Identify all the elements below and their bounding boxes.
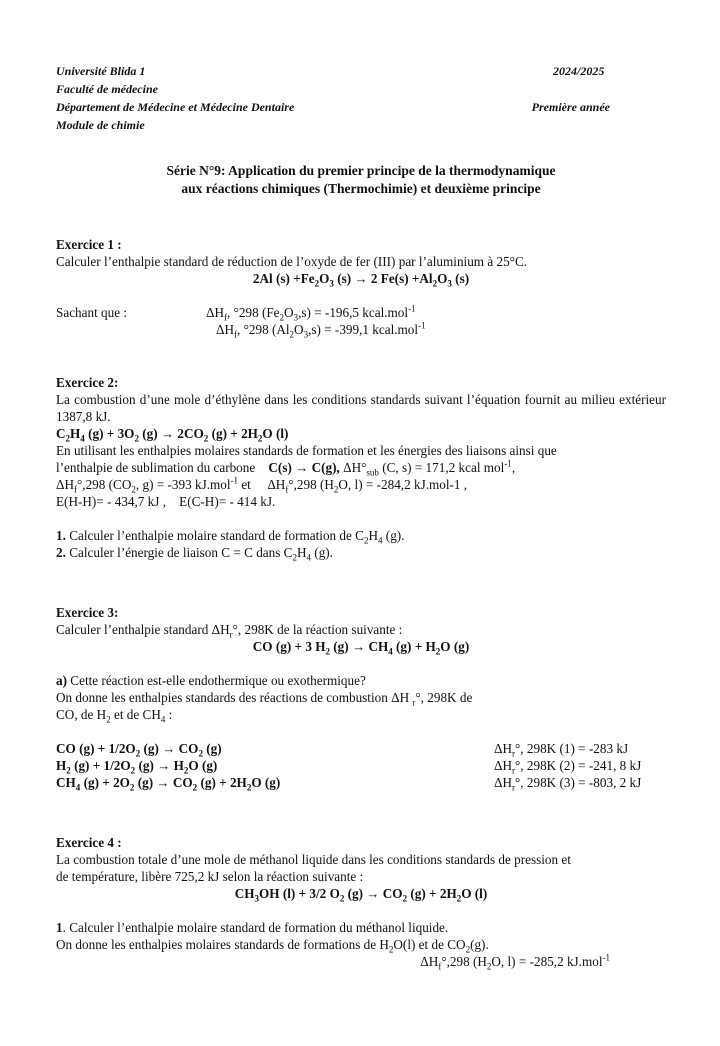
exercise-2-equation: $C_2H_4$ $(g) + 3O_2$ $(g) \to 2CO_2$ $(g) + 2H_2O$ (l) bbox=[56, 426, 289, 444]
exercise-3 bbox=[56, 604, 666, 791]
exercise-2-q2-number: 2. bbox=[56, 545, 66, 560]
faculty-name: Faculté de médecine bbox=[56, 82, 158, 96]
exercise-3-qa-text: Cette réaction est-elle endothermique ou exothermique? bbox=[67, 673, 366, 688]
exercise-1-data-al2o3: $\Delta H_f$, °298 $(Al_2O_3,s) = -399,1$ kcal.mol$^{-1}$ bbox=[216, 320, 426, 340]
exercise-2-intro: En utilisant les enthalpies molaires standards de formation et les énergies des liaisons ainsi que bbox=[56, 443, 557, 458]
exercise-1 bbox=[56, 236, 666, 338]
exercise-3-qa-label: a) bbox=[56, 673, 67, 688]
exercise-3-given-2: CO, de $H_2$ et de $CH_4$ : bbox=[56, 707, 173, 725]
exercise-3-statement: Calculer l’enthalpie standard $\Delta H_r^\circ$, 298K de la réaction suivante : bbox=[56, 622, 403, 640]
exercise-4-q1-text: . Calculer l’enthalpie molaire standard de formation du méthanol liquide. bbox=[62, 920, 449, 935]
exercise-2 bbox=[56, 374, 666, 561]
exercise-4-question-1 bbox=[56, 919, 666, 936]
document-header bbox=[56, 62, 666, 134]
exercise-2-sublimation: l’enthalpie de sublimation du carbone C(s) → C(g), $\Delta H^\circ_{sub}$ (C, s) = 171,2 kcal mol$^{-1}$, bbox=[56, 458, 516, 478]
study-level: Première année bbox=[531, 100, 610, 114]
department-name: Département de Médecine et Médecine Dentaire bbox=[56, 100, 295, 114]
exercise-4 bbox=[56, 834, 666, 970]
exercise-4-equation: $CH_3OH$ (l) + 3/2 $O_2$ $(g) \to CO_2$ $(g) + 2H_2O$ (l) bbox=[234, 886, 488, 904]
exercise-2-statement: La combustion d’une mole d’éthylène dans les conditions standards suivant l’équation fournit au milieu extérieur 1387,8 kJ. bbox=[56, 392, 666, 424]
exercise-3-heading: Exercice 3: bbox=[56, 605, 119, 620]
exercise-4-given: On donne les enthalpies molaires standards de formations de $H_2O(l)$ et de $CO_2(g)$. bbox=[56, 937, 489, 955]
exercise-1-knowing-label: Sachant que : bbox=[56, 305, 128, 320]
exercise-3-reaction-3: $CH_4$ $(g) + 2O_2$ $(g) \to CO_2$ $(g) + 2H_2O$ (g) $\Delta H_r^\circ$, 298K (3) = -803, 2 kJ bbox=[56, 775, 642, 793]
exercise-2-heading: Exercice 2: bbox=[56, 375, 119, 390]
exercise-3-given-1: On donne les enthalpies standards des réactions de combustion ΔH $_r$°, 298K de bbox=[56, 690, 473, 708]
page-title bbox=[56, 162, 666, 198]
exercise-2-formation-data: $\Delta H_f^\circ,298$ ($CO_2$, g) = -393 kJ.mol$^{-1}$ et $\Delta H_f^\circ,298$ ($H_2O$, l) = -284,2 kJ.mol-1 , bbox=[56, 475, 468, 495]
exercise-2-q1-number: 1. bbox=[56, 528, 66, 543]
exercise-4-q1-number: 1 bbox=[56, 920, 63, 935]
exercise-4-statement-2: de température, libère 725,2 kJ selon la réaction suivante : bbox=[56, 869, 364, 884]
exercise-1-heading: Exercice 1 : bbox=[56, 237, 122, 252]
exercise-1-statement: Calculer l’enthalpie standard de réduction de l’oxyde de fer (III) par l’aluminium à 25°C. bbox=[56, 254, 528, 269]
university-name: Université Blida 1 bbox=[56, 64, 146, 78]
exercise-4-statement: La combustion totale d’une mole de méthanol liquide dans les conditions standards de pression et bbox=[56, 852, 571, 867]
module-name: Module de chimie bbox=[56, 118, 145, 132]
exercise-3-reaction-2: $H_2$ $(g) + 1/2O_2$ $(g) \to H_2O$ (g) $\Delta H_r^\circ$, 298K (2) = -241, 8 kJ bbox=[56, 758, 642, 776]
exercise-3-question-a bbox=[56, 672, 666, 689]
title-line-2: aux réactions chimiques (Thermochimie) et deuxième principe bbox=[181, 181, 541, 196]
exercise-1-data-fe2o3: $\Delta H_f$, °298 $(Fe_2O_3,s) = -196,5$ kcal.mol$^{-1}$ bbox=[206, 303, 416, 323]
exercise-3-equation: CO (g) + 3 $H_2$ $(g) \to CH_4$ $(g) + H_2O$ (g) bbox=[252, 639, 470, 657]
exercise-3-reaction-1: CO $(g) + 1/2O_2$ $(g) \to CO_2$ (g) $\Delta H_r^\circ$, 298K (1) = -283 kJ bbox=[56, 741, 629, 759]
exercise-2-bond-energies: E(H-H)= - 434,7 kJ , E(C-H)= - 414 kJ. bbox=[56, 494, 276, 509]
academic-year: 2024/2025 bbox=[553, 64, 605, 78]
exercise-2-question-2: 2. Calculer l’énergie de liaison C = C dans $C_2H_4$ (g). bbox=[56, 545, 333, 563]
title-line-1: Série N°9: Application du premier principe de la thermodynamique bbox=[166, 163, 556, 178]
exercise-2-question-1: 1. Calculer l’enthalpie molaire standard de formation de $C_2H_4$ (g). bbox=[56, 528, 405, 546]
exercise-1-equation: 2Al $(s) +Fe_2O_3$ (s) → 2 $Fe(s) +Al_2O_3$ (s) bbox=[252, 271, 470, 289]
exercise-4-heading: Exercice 4 : bbox=[56, 835, 122, 850]
exercise-4-data-h2o: $\Delta H_f^\circ,298$ ($H_2O$, l) = -285,2 kJ.mol$^{-1}$ bbox=[420, 952, 610, 972]
